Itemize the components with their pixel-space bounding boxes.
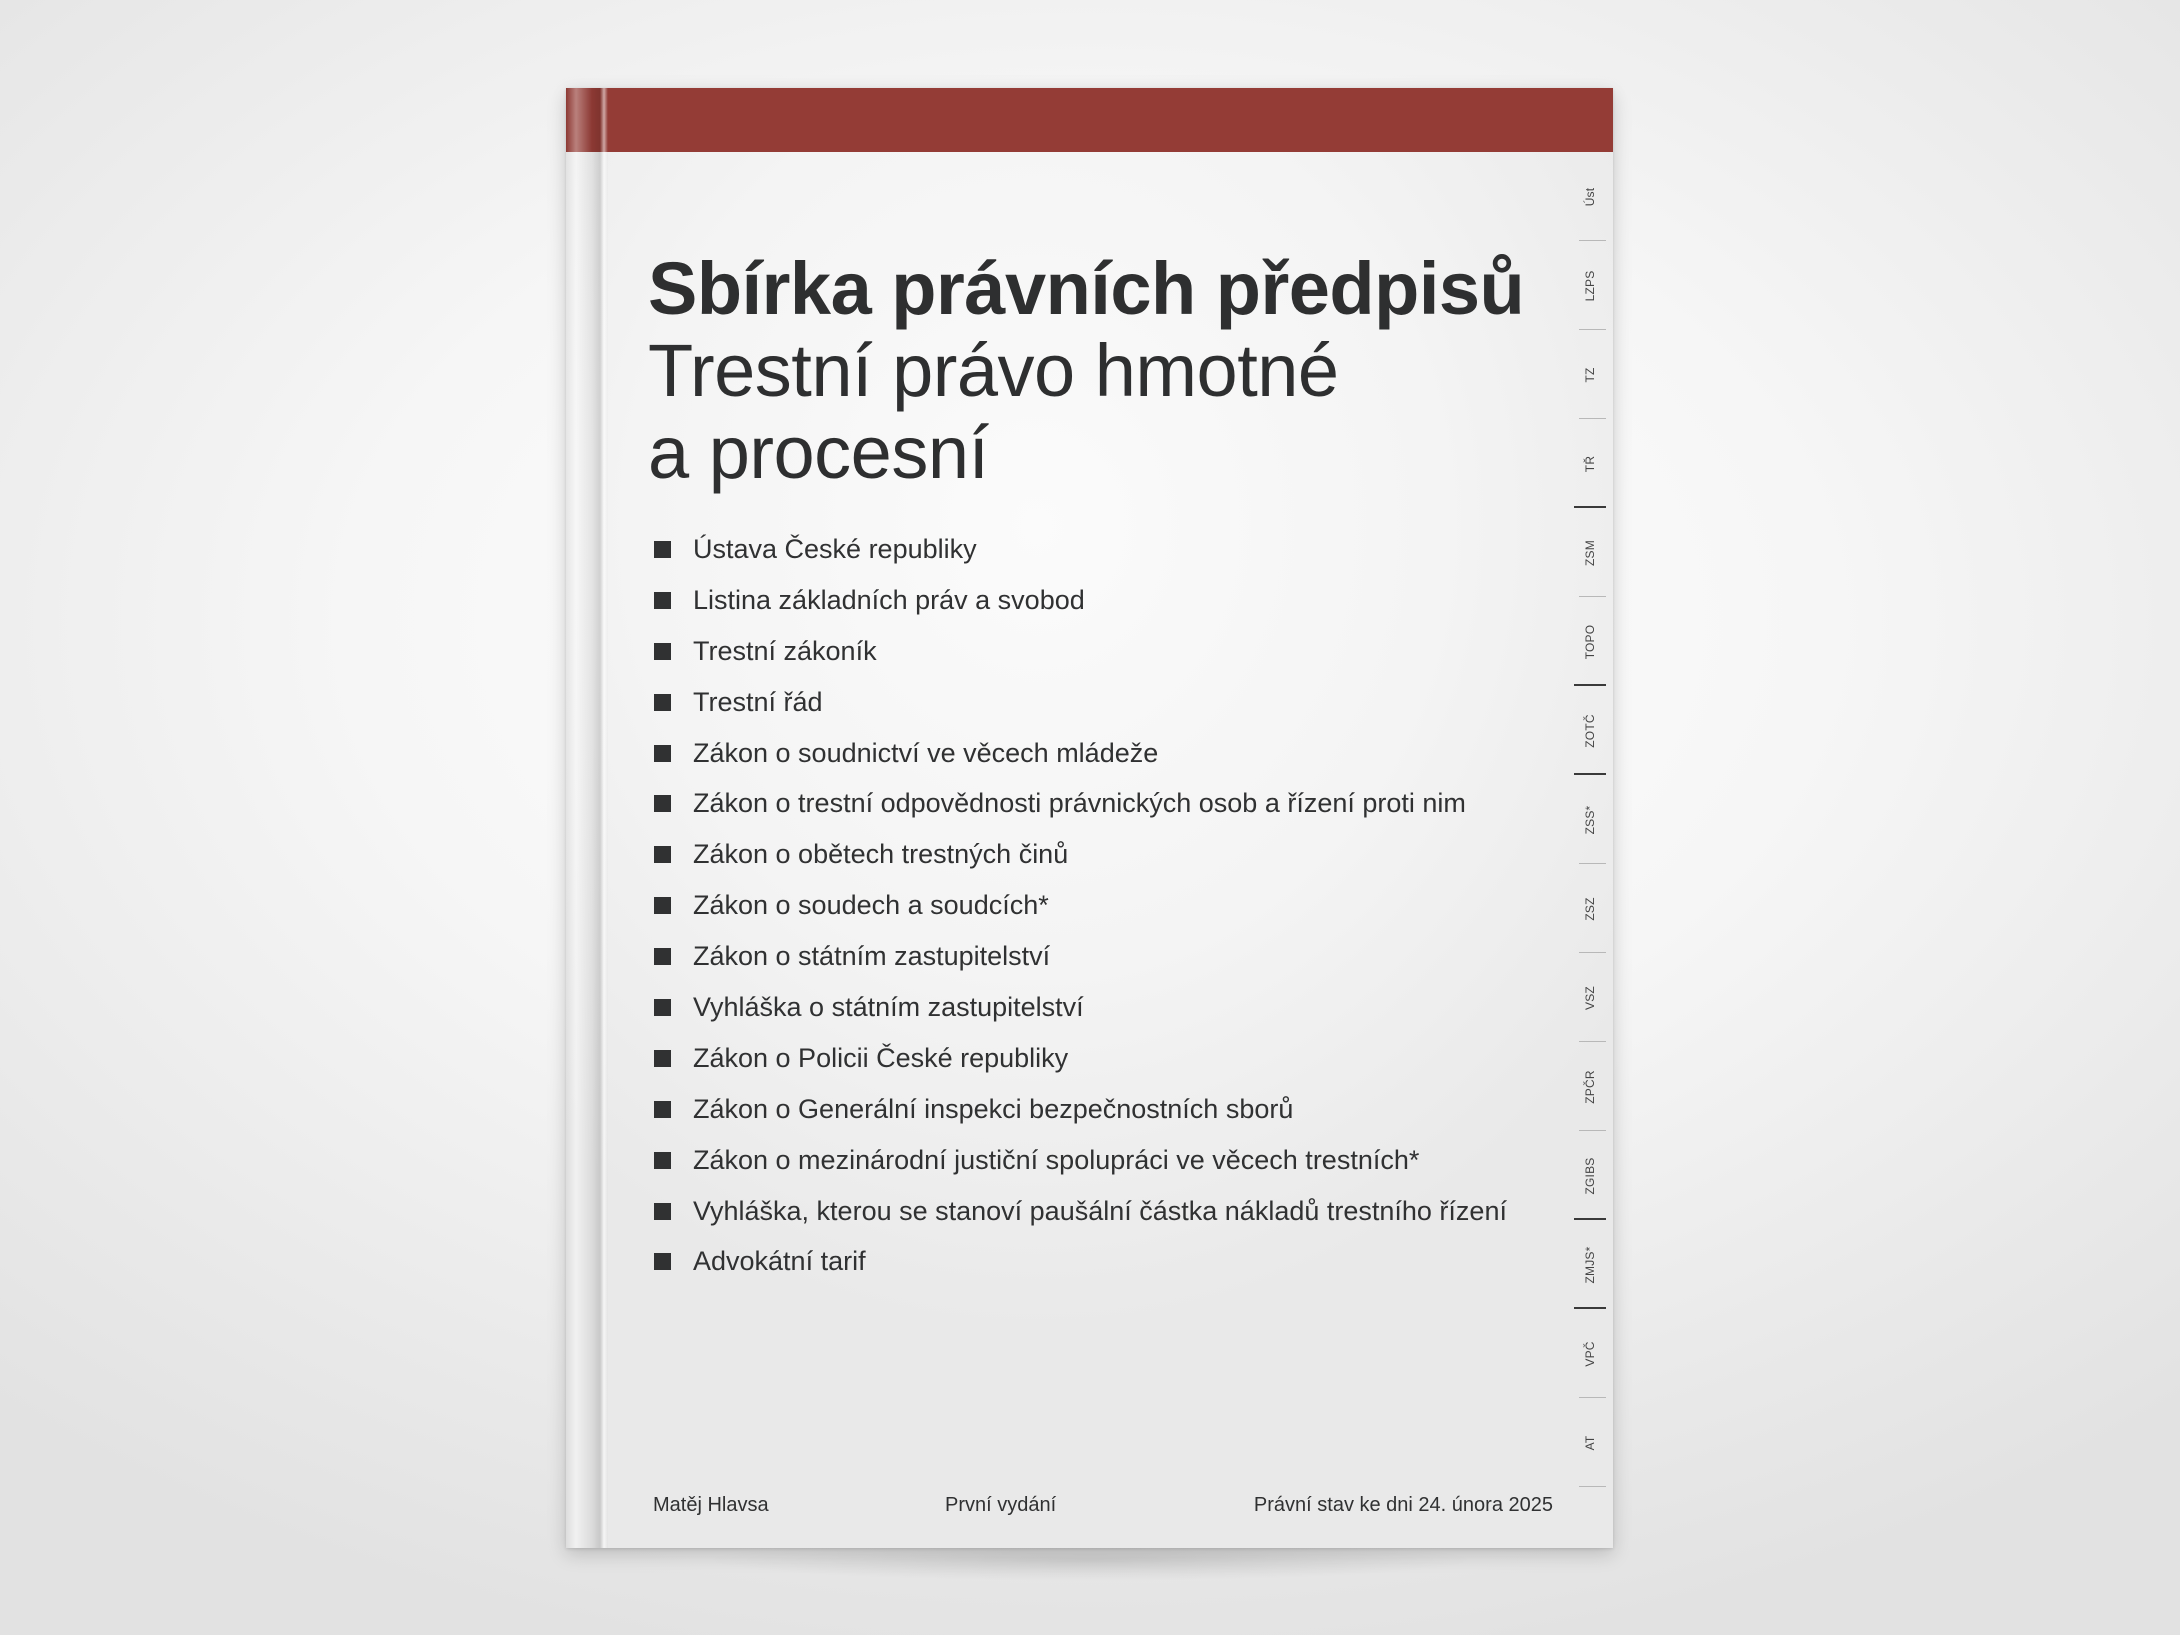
section-tab — [1574, 1309, 1606, 1398]
section-tab — [1574, 1131, 1606, 1220]
section-tab-label: TŘ — [1583, 455, 1597, 472]
contents-item — [654, 1186, 1574, 1237]
square-bullet-icon — [654, 541, 671, 558]
section-tab-label: ZSM — [1583, 539, 1597, 566]
square-bullet-icon — [654, 1152, 671, 1169]
square-bullet-icon — [654, 948, 671, 965]
contents-item — [654, 982, 1574, 1033]
section-tab — [1574, 330, 1606, 419]
square-bullet-icon — [654, 999, 671, 1016]
section-tab-label: LZPS — [1583, 270, 1597, 301]
square-bullet-icon — [654, 592, 671, 609]
book-subtitle-line-2: a procesní — [648, 411, 989, 494]
section-tab — [1574, 419, 1606, 508]
contents-item-label: Trestní zákoník — [693, 635, 877, 666]
section-tabs — [1574, 152, 1613, 1572]
section-tab — [1574, 953, 1606, 1042]
contents-item-label: Listina základních práv a svobod — [693, 584, 1085, 615]
section-tab — [1574, 1398, 1606, 1487]
cover-footer — [653, 1494, 1553, 1524]
section-tab — [1574, 597, 1606, 686]
section-tab — [1574, 775, 1606, 864]
contents-item-label: Ústava České republiky — [693, 534, 977, 564]
contents-item-label: Zákon o soudech a soudcích* — [693, 890, 1049, 921]
section-tab — [1574, 1042, 1606, 1131]
section-tab-label: VPČ — [1583, 1340, 1597, 1367]
contents-item — [654, 575, 1574, 626]
contents-item-label: Vyhláška o státním zastupitelství — [693, 992, 1084, 1023]
square-bullet-icon — [654, 897, 671, 914]
section-tab — [1574, 1220, 1606, 1309]
contents-item-label: Vyhláška, kterou se stanoví paušální částka nákladů trestního řízení — [693, 1195, 1507, 1226]
book-title: Sbírka právních předpisů — [648, 247, 1525, 330]
section-tab-label: ZGIBS — [1583, 1156, 1597, 1195]
contents-item-label: Zákon o trestní odpovědnosti právnických osob a řízení proti nim — [693, 788, 1466, 819]
square-bullet-icon — [654, 643, 671, 660]
tab-divider — [1579, 1486, 1606, 1487]
section-tab-label: VSZ — [1583, 985, 1597, 1010]
contents-list — [654, 524, 1574, 1287]
square-bullet-icon — [654, 1253, 671, 1270]
contents-item — [654, 1084, 1574, 1135]
contents-item — [654, 1033, 1574, 1084]
section-tab-label: TZ — [1583, 366, 1597, 383]
section-tab-label: Úst — [1583, 187, 1597, 206]
contents-item-label: Zákon o státním zastupitelství — [693, 941, 1051, 972]
contents-item-label: Zákon o soudnictví ve věcech mládeže — [693, 737, 1159, 768]
contents-item — [654, 778, 1574, 829]
square-bullet-icon — [654, 795, 671, 812]
contents-item — [654, 829, 1574, 880]
square-bullet-icon — [654, 745, 671, 762]
square-bullet-icon — [654, 1203, 671, 1220]
square-bullet-icon — [654, 694, 671, 711]
section-tab — [1574, 152, 1606, 241]
cover-top-band — [566, 88, 1613, 152]
section-tab — [1574, 864, 1606, 953]
cover-title-block — [648, 248, 1548, 494]
section-tab-label: ZMJS* — [1583, 1246, 1597, 1283]
section-tab — [1574, 508, 1606, 597]
legal-state-date: Právní stav ke dni 24. února 2025 — [1253, 1494, 1553, 1516]
book-subtitle-line-1: Trestní právo hmotné — [648, 329, 1339, 412]
author-name: Matěj Hlavsa — [653, 1494, 769, 1516]
contents-item-label: Zákon o Generální inspekci bezpečnostních sborů — [693, 1093, 1294, 1124]
section-tab-label: ZPČR — [1583, 1069, 1597, 1104]
contents-item-label: Advokátní tarif — [693, 1246, 866, 1277]
contents-item — [654, 880, 1574, 931]
section-tab-label: ZSZ — [1583, 896, 1597, 921]
section-tab-label: ZOTČ — [1583, 713, 1597, 748]
contents-item — [654, 1135, 1574, 1186]
contents-item-label: Zákon o mezinárodní justiční spolupráci ve věcech trestních* — [693, 1144, 1420, 1175]
square-bullet-icon — [654, 1050, 671, 1067]
section-tab — [1574, 241, 1606, 330]
square-bullet-icon — [654, 846, 671, 863]
contents-item — [654, 1236, 1574, 1287]
contents-item — [654, 728, 1574, 779]
cover-spine-hinge — [566, 88, 608, 1548]
contents-item — [654, 677, 1574, 728]
edition-label: První vydání — [945, 1494, 1057, 1516]
book-cover — [566, 88, 1613, 1548]
contents-item-label: Zákon o obětech trestných činů — [693, 839, 1069, 870]
square-bullet-icon — [654, 1101, 671, 1118]
contents-item — [654, 931, 1574, 982]
section-tab-label: TOPO — [1583, 624, 1597, 659]
section-tab-label: ZSS* — [1583, 805, 1597, 834]
contents-item-label: Trestní řád — [693, 686, 823, 717]
section-tab-label: AT — [1583, 1435, 1597, 1450]
contents-item — [654, 626, 1574, 677]
contents-item — [654, 524, 1574, 575]
contents-item-label: Zákon o Policii České republiky — [693, 1042, 1069, 1073]
section-tab — [1574, 686, 1606, 775]
